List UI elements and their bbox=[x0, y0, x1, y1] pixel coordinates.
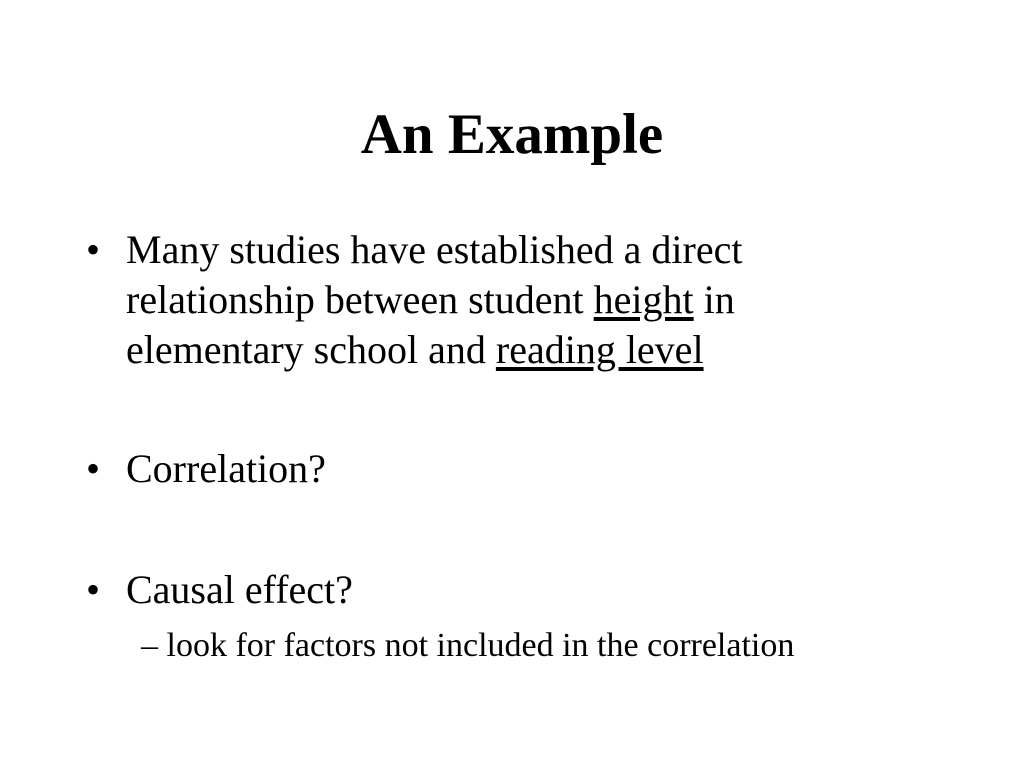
bullet-text: Correlation? bbox=[126, 446, 326, 491]
underlined-term-reading-level: reading level bbox=[495, 327, 704, 372]
bullet-item bbox=[86, 225, 886, 375]
bullet-item bbox=[86, 444, 886, 494]
bullet-marker: • bbox=[86, 227, 101, 272]
bullet-marker: • bbox=[86, 446, 101, 491]
bullet-item bbox=[86, 565, 886, 615]
underlined-term-height: height bbox=[593, 277, 694, 322]
sub-bullet-marker: – bbox=[141, 627, 158, 664]
bullet-text: Causal effect? bbox=[126, 567, 353, 612]
bullet-text-part: Many studies have established a direct relationship between student bbox=[126, 227, 743, 322]
slide-title: An Example bbox=[360, 103, 664, 166]
sub-bullet-item bbox=[141, 625, 961, 667]
bullet-text-part: in elementary school and bbox=[126, 277, 735, 372]
bullet-text bbox=[126, 225, 886, 375]
sub-bullet-text: look for factors not included in the correlation bbox=[166, 627, 795, 664]
bullet-marker: • bbox=[86, 567, 101, 612]
